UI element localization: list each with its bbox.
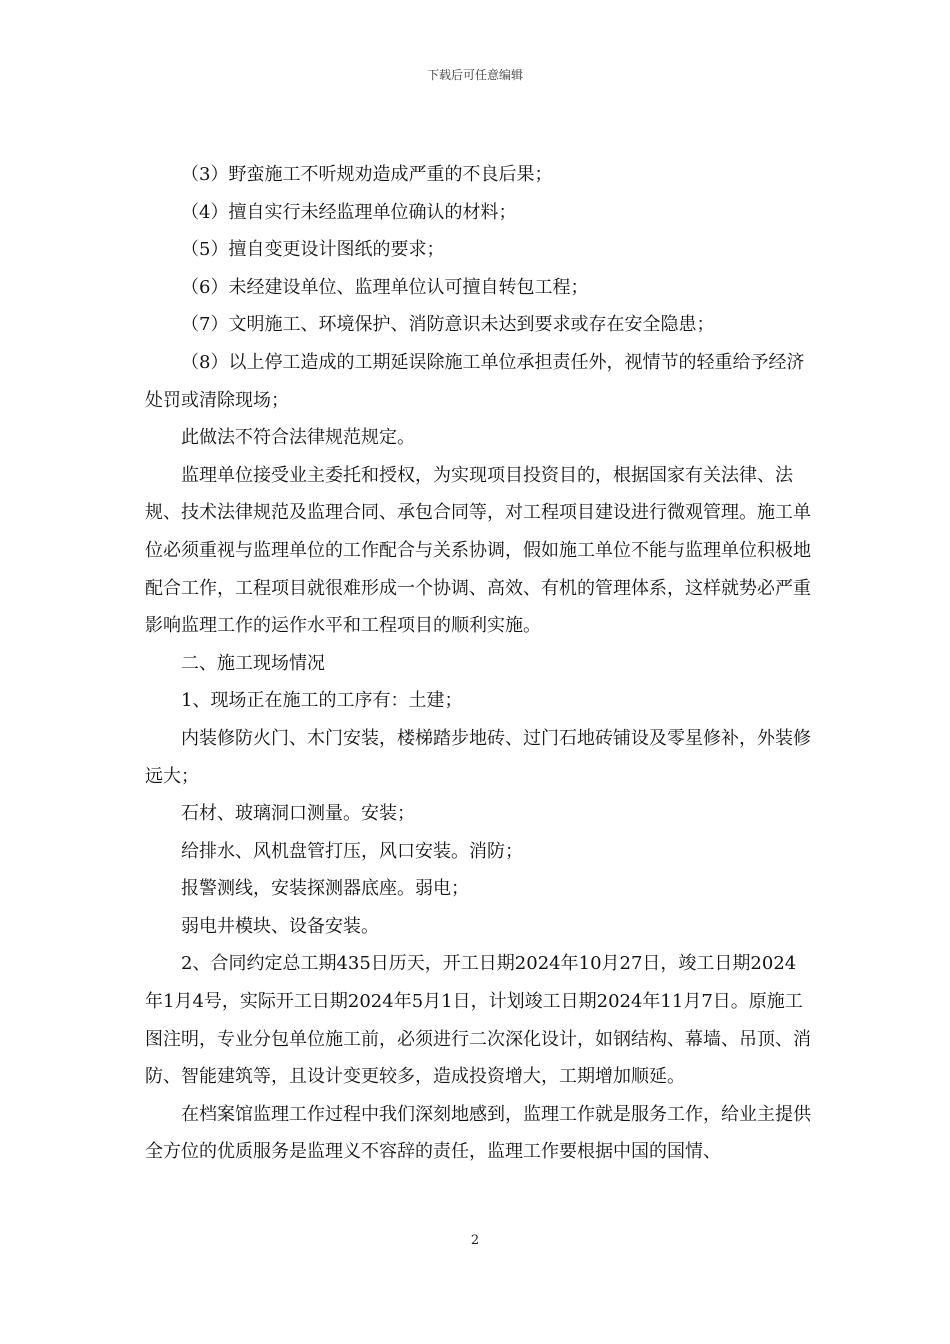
page-header-note: 下载后可任意编辑 <box>426 68 523 82</box>
paragraph-item-4: （4）擅自实行未经监理单位确认的材料； <box>181 201 517 223</box>
paragraph-archive-service: 在档案馆监理工作过程中我们深刻地感到，监理工作就是服务工作，给业主提供全方位的优质服务是监理义不容辞的责任，监理工作要根据中国的国情、 <box>145 1103 811 1163</box>
paragraph-alarm: 报警测线，安装探测器底座。弱电； <box>181 878 469 900</box>
paragraph-item-5: （5）擅自变更设计图纸的要求； <box>181 239 445 261</box>
paragraph-supervision-role: 监理单位接受业主委托和授权，为实现项目投资目的，根据国家有关法律、法规、技术法律规范及监理合同、承包合同等，对工程项目建设进行微观管理。施工单位必须重视与监理单位的工作配合与关系协调，假如施工单位不能与监理单位积极地配合工作，工程项目就很难形成一个协调、高效、有机的管理体系，这样就势必严重影响监理工作的运作水平和工程项目的顺利实施。 <box>145 464 811 637</box>
paragraph-item-6: （6）未经建设单位、监理单位认可擅自转包工程； <box>181 276 589 298</box>
paragraph-weak-current: 弱电井模块、设备安装。 <box>181 915 379 937</box>
paragraph-interior-work: 内装修防火门、木门安装，楼梯踏步地砖、过门石地砖铺设及零星修补，外装修远大； <box>145 727 811 787</box>
paragraph-stone-glass: 石材、玻璃洞口测量。安装； <box>181 803 415 825</box>
paragraph-compliance-note: 此做法不符合法律规范规定。 <box>181 427 415 449</box>
section-heading-site-status: 二、施工现场情况 <box>181 652 325 674</box>
paragraph-schedule: 2、合同约定总工期435日历天，开工日期2024年10月27日，竣工日期2024年1月4号，实际开工日期2024年5月1日，计划竣工日期2024年11月7日。原施工图注明，专业分包单位施工前，必须进行二次深化设计，如钢结构、幕墙、吊顶、消防、智能建筑等，且设计变更较多，造成投资增大，工期增加顺延。 <box>145 953 811 1088</box>
page-number: 2 <box>470 1233 480 1248</box>
paragraph-item-8: （8）以上停工造成的工期延误除施工单位承担责任外，视情节的轻重给予经济处罚或清除现场； <box>145 351 805 411</box>
paragraph-plumbing: 给排水、风机盘管打压，风口安装。消防； <box>181 840 523 862</box>
paragraph-item-7: （7）文明施工、环境保护、消防意识未达到要求或存在安全隐患； <box>181 314 715 336</box>
paragraph-item-3: （3）野蛮施工不听规劝造成严重的不良后果； <box>181 164 553 185</box>
paragraph-ongoing-work: 1、现场正在施工的工序有：土建； <box>181 690 463 712</box>
document-body <box>145 156 811 1171</box>
